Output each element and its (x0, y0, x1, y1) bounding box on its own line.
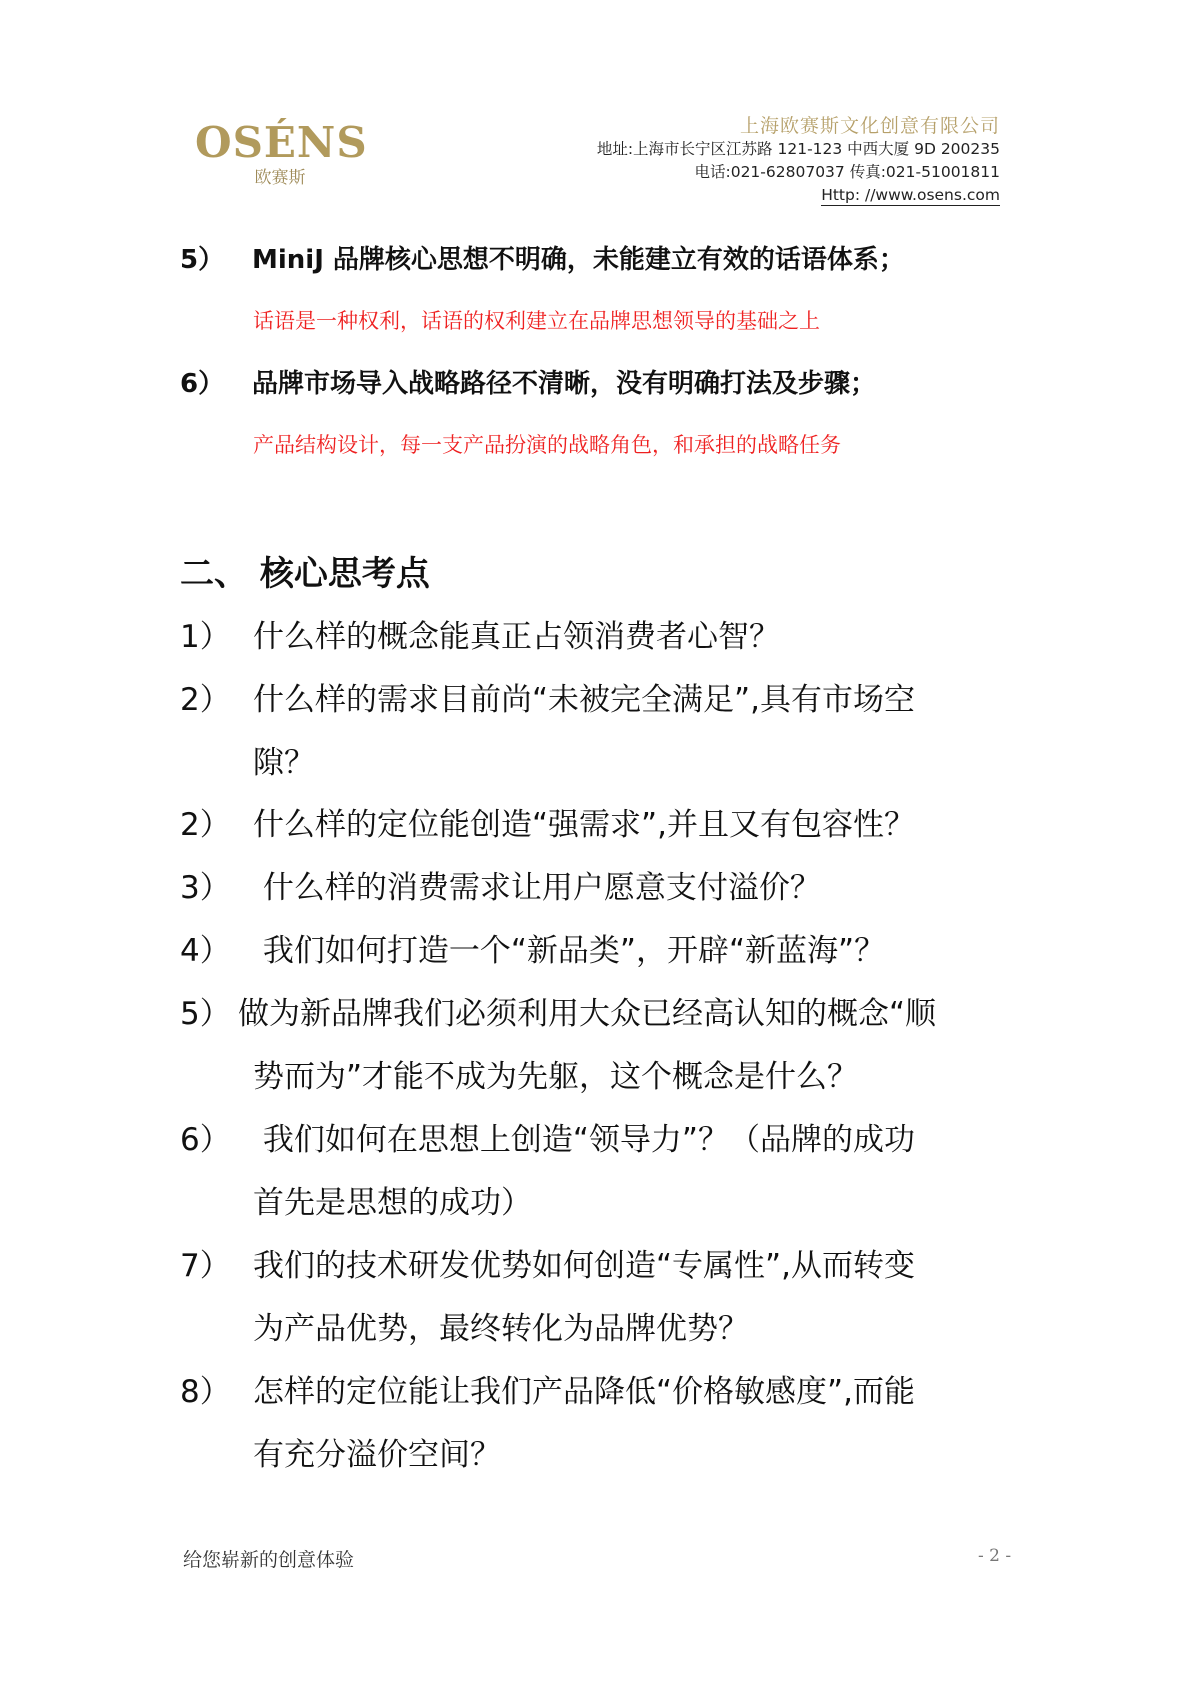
footer-slogan: 给您崭新的创意体验 (183, 1549, 355, 1571)
website-link[interactable]: Http: //www.osens.com (821, 186, 1000, 204)
question-item (180, 1120, 915, 1160)
question-text: 什么样的需求目前尚“未被完全满足”,具有市场空 (253, 682, 915, 718)
question-number: 5） (180, 996, 231, 1032)
question-number: 3） (180, 870, 231, 906)
question-item (180, 994, 936, 1034)
question-number: 8） (180, 1374, 231, 1410)
question-continuation: 为产品优势，最终转化为品牌优势？ (253, 1311, 749, 1347)
question-text: 我们的技术研发优势如何创造“专属性”,从而转变 (253, 1248, 915, 1284)
problem-text: MiniJ 品牌核心思想不明确，未能建立有效的话语体系； (252, 245, 905, 275)
question-number: 2） (180, 807, 231, 843)
question-item (180, 680, 915, 720)
question-text: 什么样的定位能创造“强需求”,并且又有包容性？ (253, 807, 915, 843)
page-number: - 2 - (978, 1546, 1012, 1566)
question-item (180, 931, 885, 971)
question-continuation: 首先是思想的成功） (253, 1185, 532, 1221)
question-item (180, 805, 915, 845)
logo-subtitle: 欧赛斯 (254, 168, 306, 188)
question-continuation: 隙？ (253, 745, 315, 781)
problem-text: 品牌市场导入战略路径不清晰，没有明确打法及步骤； (252, 369, 877, 399)
question-text: 什么样的消费需求让用户愿意支付溢价？ (253, 870, 821, 906)
company-name: 上海欧赛斯文化创意有限公司 (739, 115, 1000, 137)
problem-item (180, 243, 905, 277)
question-text: 我们如何在思想上创造“领导力”？（品牌的成功 (253, 1122, 915, 1158)
question-number: 1） (180, 619, 231, 655)
problem-note: 产品结构设计，每一支产品扮演的战略角色，和承担的战略任务 (253, 433, 841, 457)
question-text: 怎样的定位能让我们产品降低“价格敏感度”,而能 (253, 1374, 915, 1410)
logo-wordmark: OSÉNS (195, 118, 368, 167)
problem-item (180, 367, 876, 401)
contact-block (597, 114, 1000, 207)
question-item (180, 1372, 915, 1412)
problem-number: 6） (180, 369, 225, 399)
phone-fax: 电话:021-62807037 传真:021-51001811 (694, 163, 1000, 181)
question-continuation: 有充分溢价空间？ (253, 1437, 501, 1473)
question-text: 我们如何打造一个“新品类”，开辟“新蓝海”？ (253, 933, 886, 969)
question-number: 6） (180, 1122, 231, 1158)
question-text: 做为新品牌我们必须利用大众已经高认知的概念“顺 (238, 996, 937, 1032)
question-item (180, 1246, 915, 1286)
problem-number: 5） (180, 245, 225, 275)
question-item (180, 617, 780, 657)
question-number: 7） (180, 1248, 231, 1284)
question-number: 2） (180, 682, 231, 718)
question-number: 4） (180, 933, 231, 969)
question-continuation: 势而为”才能不成为先躯，这个概念是什么？ (253, 1059, 859, 1095)
question-item (180, 868, 821, 908)
section-title: 二、 核心思考点 (180, 554, 430, 594)
address: 地址:上海市长宁区江苏路 121-123 中西大厦 9D 200235 (596, 140, 1000, 158)
question-text: 什么样的概念能真正占领消费者心智？ (253, 619, 780, 655)
company-logo (195, 118, 368, 188)
problem-note: 话语是一种权利，话语的权利建立在品牌思想领导的基础之上 (253, 309, 820, 333)
